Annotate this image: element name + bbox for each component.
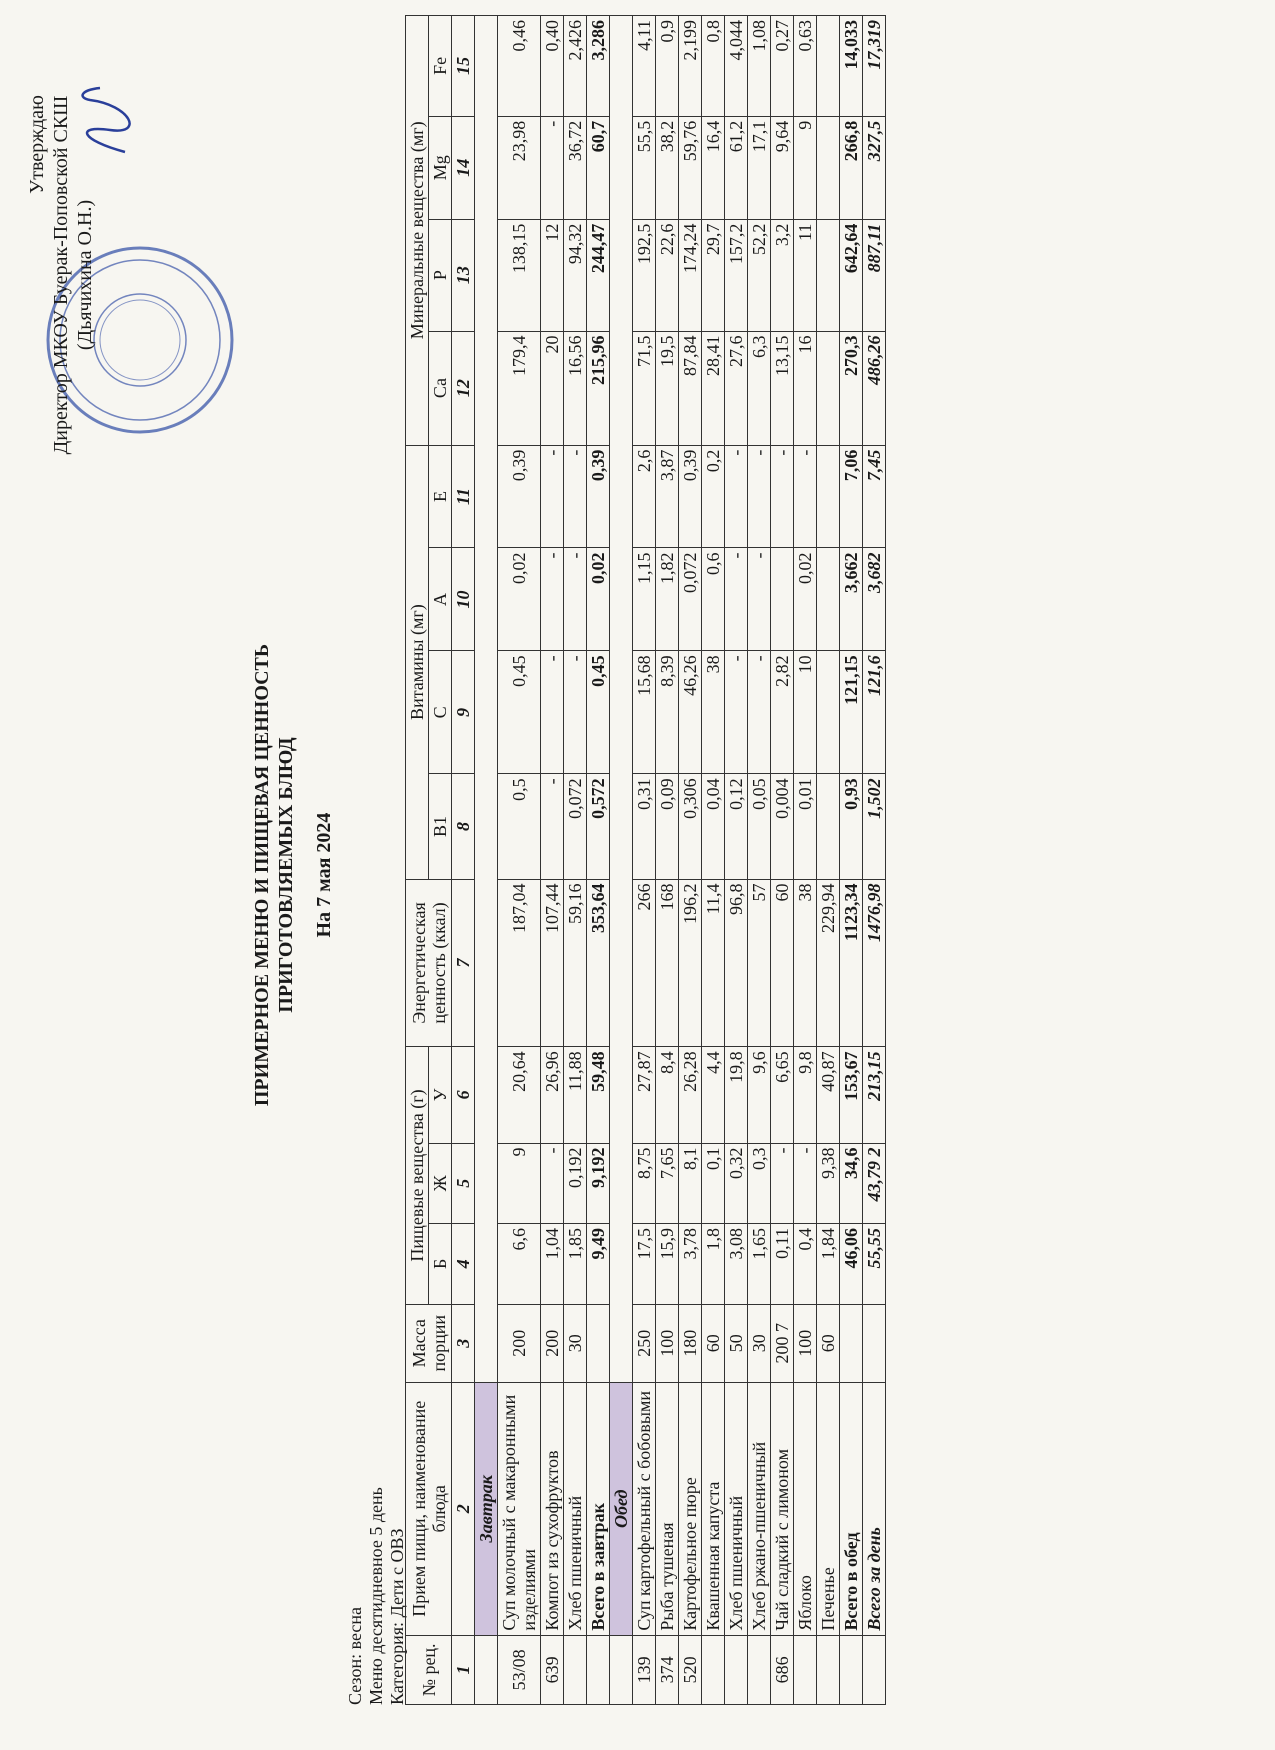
table-cell: 215,96 xyxy=(587,331,610,445)
table-cell: 8,39 xyxy=(656,651,679,774)
table-cell: 19,5 xyxy=(656,331,679,445)
table-cell: 6,3 xyxy=(748,331,771,445)
table-cell: 0,192 xyxy=(564,1143,587,1224)
table-cell: 27,87 xyxy=(633,1047,656,1143)
table-cell: Компот из сухофруктов xyxy=(541,1382,564,1635)
section-empty xyxy=(610,1635,633,1704)
section-empty xyxy=(475,16,498,1383)
table-cell: 2,6 xyxy=(633,445,656,548)
table-cell: 26,28 xyxy=(679,1047,702,1143)
table-cell: 213,15 xyxy=(863,1047,886,1143)
table-cell: 168 xyxy=(656,879,679,1047)
table-row xyxy=(771,16,794,1705)
table-cell: Всего в обед xyxy=(840,1382,863,1635)
title-date: На 7 мая 2024 xyxy=(313,812,335,938)
table-cell: 36,72 xyxy=(564,116,587,219)
table-cell xyxy=(817,219,840,331)
table-cell xyxy=(817,16,840,117)
subheader-cell: C xyxy=(429,651,452,774)
lunch-total-row xyxy=(840,16,863,1705)
table-cell: 138,15 xyxy=(498,219,541,331)
column-number-row xyxy=(452,16,475,1705)
table-cell: 19,8 xyxy=(725,1047,748,1143)
subheader-cell: Ca xyxy=(429,331,452,445)
table-cell: 14,033 xyxy=(840,16,863,117)
table-cell: 11,4 xyxy=(702,879,725,1047)
header-meal: Прием пищи, наименование блюда xyxy=(406,1382,452,1635)
table-cell: 4,11 xyxy=(633,16,656,117)
table-cell: 17,5 xyxy=(633,1224,656,1305)
table-cell: 250 xyxy=(633,1304,656,1382)
table-cell: 0,02 xyxy=(587,548,610,651)
table-cell: 16,4 xyxy=(702,116,725,219)
table-cell: 3,08 xyxy=(725,1224,748,1305)
table-cell: 3,87 xyxy=(656,445,679,548)
table-row xyxy=(541,16,564,1705)
column-number: 4 xyxy=(452,1224,475,1305)
subheader-cell: У xyxy=(429,1047,452,1143)
subheader-cell: E xyxy=(429,445,452,548)
section-empty xyxy=(475,1635,498,1704)
subheader-cell: B1 xyxy=(429,774,452,879)
table-cell: - xyxy=(748,548,771,651)
approval-label: Утверждаю xyxy=(26,95,48,194)
table-cell: 327,5 xyxy=(863,116,886,219)
table-cell: 0,306 xyxy=(679,774,702,879)
table-cell: - xyxy=(725,445,748,548)
table-cell: 59,16 xyxy=(564,879,587,1047)
table-cell: 1,85 xyxy=(564,1224,587,1305)
table-cell: 16 xyxy=(794,331,817,445)
column-number: 13 xyxy=(452,219,475,331)
table-cell xyxy=(587,1635,610,1704)
table-cell: 157,2 xyxy=(725,219,748,331)
table-cell: 0,32 xyxy=(725,1143,748,1224)
header-row xyxy=(406,16,429,1705)
column-number: 3 xyxy=(452,1304,475,1382)
table-cell: 60 xyxy=(702,1304,725,1382)
header-mass: Масса порции xyxy=(406,1304,452,1382)
table-cell: 0,2 xyxy=(702,445,725,548)
table-cell: 9,64 xyxy=(771,116,794,219)
table-cell: 0,1 xyxy=(702,1143,725,1224)
table-row xyxy=(633,16,656,1705)
table-cell: 0,45 xyxy=(587,651,610,774)
approval-line1: Директор МКОУ Буерак-Поповской СКШ xyxy=(50,95,72,455)
table-cell xyxy=(817,116,840,219)
table-cell: Хлеб ржано-пшеничный xyxy=(748,1382,771,1635)
table-cell: 686 xyxy=(771,1635,794,1704)
table-cell: 1,8 xyxy=(702,1224,725,1305)
table-cell: Квашенная капуста xyxy=(702,1382,725,1635)
table-cell xyxy=(794,1635,817,1704)
table-cell: 642,64 xyxy=(840,219,863,331)
subheader-cell: Б xyxy=(429,1224,452,1305)
table-cell: Рыба тушеная xyxy=(656,1382,679,1635)
table-cell: 0,9 xyxy=(656,16,679,117)
table-cell: Хлеб пшеничный xyxy=(564,1382,587,1635)
header-nutrients: Пищевые вещества (г) xyxy=(406,1047,429,1304)
table-cell: 4,044 xyxy=(725,16,748,117)
table-cell: 0,09 xyxy=(656,774,679,879)
table-cell: 46,26 xyxy=(679,651,702,774)
table-cell: 15,68 xyxy=(633,651,656,774)
column-number: 11 xyxy=(452,445,475,548)
table-cell: - xyxy=(748,651,771,774)
table-cell: 12 xyxy=(541,219,564,331)
table-cell: 46,06 xyxy=(840,1224,863,1305)
header-energy: Энергетическая ценность (ккал) xyxy=(406,879,452,1047)
table-cell: 179,4 xyxy=(498,331,541,445)
table-cell: 107,44 xyxy=(541,879,564,1047)
table-cell: 1123,34 xyxy=(840,879,863,1047)
table-cell: 266 xyxy=(633,879,656,1047)
menu-meta xyxy=(345,1487,408,1705)
table-cell: Хлеб пшеничный xyxy=(725,1382,748,1635)
table-cell xyxy=(817,548,840,651)
table-cell: 0,40 xyxy=(541,16,564,117)
table-cell: 3,286 xyxy=(587,16,610,117)
section-label: Обед xyxy=(610,1382,633,1635)
column-number: 15 xyxy=(452,16,475,117)
table-cell: 374 xyxy=(656,1635,679,1704)
column-number: 5 xyxy=(452,1143,475,1224)
table-cell: 100 xyxy=(794,1304,817,1382)
table-cell: 3,662 xyxy=(840,548,863,651)
column-number: 1 xyxy=(452,1635,475,1704)
table-cell: - xyxy=(794,445,817,548)
table-cell: 100 xyxy=(656,1304,679,1382)
table-cell: 192,5 xyxy=(633,219,656,331)
table-cell: - xyxy=(771,445,794,548)
table-cell: 1,15 xyxy=(633,548,656,651)
table-cell: 26,96 xyxy=(541,1047,564,1143)
table-cell: 266,8 xyxy=(840,116,863,219)
table-cell: 61,2 xyxy=(725,116,748,219)
table-cell xyxy=(725,1635,748,1704)
column-number: 12 xyxy=(452,331,475,445)
table-cell: 38 xyxy=(794,879,817,1047)
table-cell: 121,6 xyxy=(863,651,886,774)
table-cell: 0,8 xyxy=(702,16,725,117)
table-cell: Суп молочный с макаронными изделиями xyxy=(498,1382,541,1635)
table-cell: 7,06 xyxy=(840,445,863,548)
table-row xyxy=(794,16,817,1705)
table-cell: 0,27 xyxy=(771,16,794,117)
table-cell: 23,98 xyxy=(498,116,541,219)
column-number: 7 xyxy=(452,879,475,1047)
table-cell: 121,15 xyxy=(840,651,863,774)
table-cell xyxy=(817,774,840,879)
column-number: 9 xyxy=(452,651,475,774)
table-row xyxy=(702,16,725,1705)
column-number: 2 xyxy=(452,1382,475,1635)
table-cell: 9,8 xyxy=(794,1047,817,1143)
title-line2: ПРИГОТОВЛЯЕМЫХ БЛЮД xyxy=(275,737,297,1013)
table-cell: 60 xyxy=(771,879,794,1047)
table-cell: 0,004 xyxy=(771,774,794,879)
table-cell: 153,67 xyxy=(840,1047,863,1143)
table-cell: Картофельное пюре xyxy=(679,1382,702,1635)
approval-block xyxy=(25,55,97,495)
table-cell: 0,39 xyxy=(587,445,610,548)
section-row xyxy=(610,16,633,1705)
table-cell: - xyxy=(541,651,564,774)
table-cell: 7,45 xyxy=(863,445,886,548)
table-cell: - xyxy=(725,548,748,651)
table-cell: 200 xyxy=(541,1304,564,1382)
table-cell: 0,39 xyxy=(679,445,702,548)
table-cell: - xyxy=(748,445,771,548)
table-cell: 2,199 xyxy=(679,16,702,117)
table-row xyxy=(498,16,541,1705)
menu-text: Меню десятидневное 5 день xyxy=(366,1487,386,1705)
table-cell xyxy=(817,445,840,548)
subheader-cell: Ж xyxy=(429,1143,452,1224)
table-cell: 0,39 xyxy=(498,445,541,548)
table-cell: 7,65 xyxy=(656,1143,679,1224)
table-cell: 10 xyxy=(794,651,817,774)
table-cell: 9,38 xyxy=(817,1143,840,1224)
column-number: 14 xyxy=(452,116,475,219)
category-text: Категория: Дети с ОВЗ xyxy=(387,1528,407,1705)
table-cell: 20 xyxy=(541,331,564,445)
column-number: 8 xyxy=(452,774,475,879)
subheader-cell: P xyxy=(429,219,452,331)
table-cell: 30 xyxy=(564,1304,587,1382)
table-cell: 8,75 xyxy=(633,1143,656,1224)
table-cell: 0,12 xyxy=(725,774,748,879)
table-cell: 1,08 xyxy=(748,16,771,117)
table-cell: 1,82 xyxy=(656,548,679,651)
table-cell: - xyxy=(541,116,564,219)
table-cell: 15,9 xyxy=(656,1224,679,1305)
menu-table xyxy=(405,15,886,1705)
table-cell xyxy=(771,548,794,651)
subheader-cell: Fe xyxy=(429,16,452,117)
table-row xyxy=(564,16,587,1705)
table-cell: 3,78 xyxy=(679,1224,702,1305)
table-cell: 270,3 xyxy=(840,331,863,445)
table-cell: 43,79 2 xyxy=(863,1143,886,1224)
table-cell: 59,48 xyxy=(587,1047,610,1143)
subheader-cell: Mg xyxy=(429,116,452,219)
table-cell xyxy=(587,1304,610,1382)
table-cell: 0,93 xyxy=(840,774,863,879)
approval-line2: (Дьячихина О.Н.) xyxy=(74,199,96,351)
table-cell: 16,56 xyxy=(564,331,587,445)
table-cell: - xyxy=(541,445,564,548)
table-cell: 3,2 xyxy=(771,219,794,331)
table-cell: 0,02 xyxy=(794,548,817,651)
table-cell: - xyxy=(771,1143,794,1224)
table-cell: 0,04 xyxy=(702,774,725,879)
table-cell: 2,426 xyxy=(564,16,587,117)
season-text: Сезон: весна xyxy=(345,1606,365,1705)
table-cell: 2,82 xyxy=(771,651,794,774)
table-cell xyxy=(840,1635,863,1704)
table-cell: 520 xyxy=(679,1635,702,1704)
table-cell: 34,6 xyxy=(840,1143,863,1224)
table-cell: 50 xyxy=(725,1304,748,1382)
day-total-row xyxy=(863,16,886,1705)
table-cell: 8,1 xyxy=(679,1143,702,1224)
table-cell: - xyxy=(564,445,587,548)
table-cell: - xyxy=(564,651,587,774)
table-cell: - xyxy=(541,774,564,879)
table-cell: 9 xyxy=(498,1143,541,1224)
table-cell: 0,072 xyxy=(564,774,587,879)
table-cell xyxy=(564,1635,587,1704)
table-cell: 94,32 xyxy=(564,219,587,331)
table-cell: 174,24 xyxy=(679,219,702,331)
table-cell: 0,072 xyxy=(679,548,702,651)
table-cell: 9,192 xyxy=(587,1143,610,1224)
header-vitamins: Витамины (мг) xyxy=(406,445,429,879)
table-cell: 55,5 xyxy=(633,116,656,219)
table-cell: 0,5 xyxy=(498,774,541,879)
table-cell xyxy=(817,331,840,445)
table-cell: 1,65 xyxy=(748,1224,771,1305)
table-cell: 639 xyxy=(541,1635,564,1704)
table-cell: 887,11 xyxy=(863,219,886,331)
table-cell: 1,04 xyxy=(541,1224,564,1305)
table-cell xyxy=(817,1635,840,1704)
table-row xyxy=(679,16,702,1705)
table-cell xyxy=(817,651,840,774)
table-cell: 0,31 xyxy=(633,774,656,879)
table-cell: Яблоко xyxy=(794,1382,817,1635)
table-cell: 0,02 xyxy=(498,548,541,651)
table-cell: 38,2 xyxy=(656,116,679,219)
table-cell: 1,84 xyxy=(817,1224,840,1305)
table-cell: 200 7 xyxy=(771,1304,794,1382)
breakfast-total-row xyxy=(587,16,610,1705)
table-cell: 71,5 xyxy=(633,331,656,445)
table-cell: 13,15 xyxy=(771,331,794,445)
table-cell: 0,572 xyxy=(587,774,610,879)
table-cell: 11,88 xyxy=(564,1047,587,1143)
table-cell: 0,3 xyxy=(748,1143,771,1224)
table-cell: - xyxy=(541,548,564,651)
table-cell: 0,4 xyxy=(794,1224,817,1305)
table-cell: 0,63 xyxy=(794,16,817,117)
table-cell: 187,04 xyxy=(498,879,541,1047)
column-number: 10 xyxy=(452,548,475,651)
table-cell: 3,682 xyxy=(863,548,886,651)
table-cell: 1476,98 xyxy=(863,879,886,1047)
table-cell: Чай сладкий с лимоном xyxy=(771,1382,794,1635)
table-cell: 96,8 xyxy=(725,879,748,1047)
table-cell: Суп картофельный с бобовыми xyxy=(633,1382,656,1635)
table-cell: 17,1 xyxy=(748,116,771,219)
table-row xyxy=(817,16,840,1705)
section-label: Завтрак xyxy=(475,1382,498,1635)
table-cell: 0,45 xyxy=(498,651,541,774)
table-cell xyxy=(702,1635,725,1704)
table-cell xyxy=(748,1635,771,1704)
table-cell: 200 xyxy=(498,1304,541,1382)
section-empty xyxy=(610,16,633,1383)
table-cell: 4,4 xyxy=(702,1047,725,1143)
table-cell: 17,319 xyxy=(863,16,886,117)
table-row xyxy=(748,16,771,1705)
table-cell: 87,84 xyxy=(679,331,702,445)
table-cell: 486,26 xyxy=(863,331,886,445)
table-cell: 28,41 xyxy=(702,331,725,445)
table-cell: 139 xyxy=(633,1635,656,1704)
table-row xyxy=(725,16,748,1705)
table-cell: - xyxy=(541,1143,564,1224)
table-cell xyxy=(863,1304,886,1382)
table-cell: 1,502 xyxy=(863,774,886,879)
table-cell: 27,6 xyxy=(725,331,748,445)
table-cell: Всего в завтрак xyxy=(587,1382,610,1635)
table-cell: 9,49 xyxy=(587,1224,610,1305)
table-cell: 9 xyxy=(794,116,817,219)
table-cell: 180 xyxy=(679,1304,702,1382)
table-cell: - xyxy=(564,548,587,651)
table-cell: Всего за день xyxy=(863,1382,886,1635)
subheader-cell: A xyxy=(429,548,452,651)
table-cell: 0,6 xyxy=(702,548,725,651)
table-cell: Печенье xyxy=(817,1382,840,1635)
table-cell: 59,76 xyxy=(679,116,702,219)
table-cell: 6,6 xyxy=(498,1224,541,1305)
table-cell: - xyxy=(725,651,748,774)
table-cell: 8,4 xyxy=(656,1047,679,1143)
header-recipe: № рец. xyxy=(406,1635,452,1704)
table-cell: 229,94 xyxy=(817,879,840,1047)
table-cell: 22,6 xyxy=(656,219,679,331)
table-row xyxy=(656,16,679,1705)
table-cell: - xyxy=(794,1143,817,1224)
table-cell: 29,7 xyxy=(702,219,725,331)
table-cell: 0,05 xyxy=(748,774,771,879)
table-cell: 52,2 xyxy=(748,219,771,331)
table-cell: 38 xyxy=(702,651,725,774)
table-cell: 196,2 xyxy=(679,879,702,1047)
table-cell: 60,7 xyxy=(587,116,610,219)
table-cell xyxy=(840,1304,863,1382)
column-number: 6 xyxy=(452,1047,475,1143)
table-cell: 0,11 xyxy=(771,1224,794,1305)
table-cell: 6,65 xyxy=(771,1047,794,1143)
table-cell: 40,87 xyxy=(817,1047,840,1143)
table-cell: 9,6 xyxy=(748,1047,771,1143)
table-cell: 30 xyxy=(748,1304,771,1382)
table-cell: 57 xyxy=(748,879,771,1047)
table-cell: 11 xyxy=(794,219,817,331)
title-line1: ПРИМЕРНОЕ МЕНЮ И ПИЩЕВАЯ ЦЕННОСТЬ xyxy=(251,643,273,1107)
table-cell: 53/08 xyxy=(498,1635,541,1704)
header-minerals: Минеральные вещества (мг) xyxy=(406,16,429,446)
table-cell: 353,64 xyxy=(587,879,610,1047)
table-cell xyxy=(863,1635,886,1704)
document-title xyxy=(250,0,336,1750)
table-cell: 244,47 xyxy=(587,219,610,331)
section-row xyxy=(475,16,498,1705)
table-cell: 60 xyxy=(817,1304,840,1382)
table-cell: 0,01 xyxy=(794,774,817,879)
table-cell: 55,55 xyxy=(863,1224,886,1305)
table-cell: 0,46 xyxy=(498,16,541,117)
table-cell: 20,64 xyxy=(498,1047,541,1143)
